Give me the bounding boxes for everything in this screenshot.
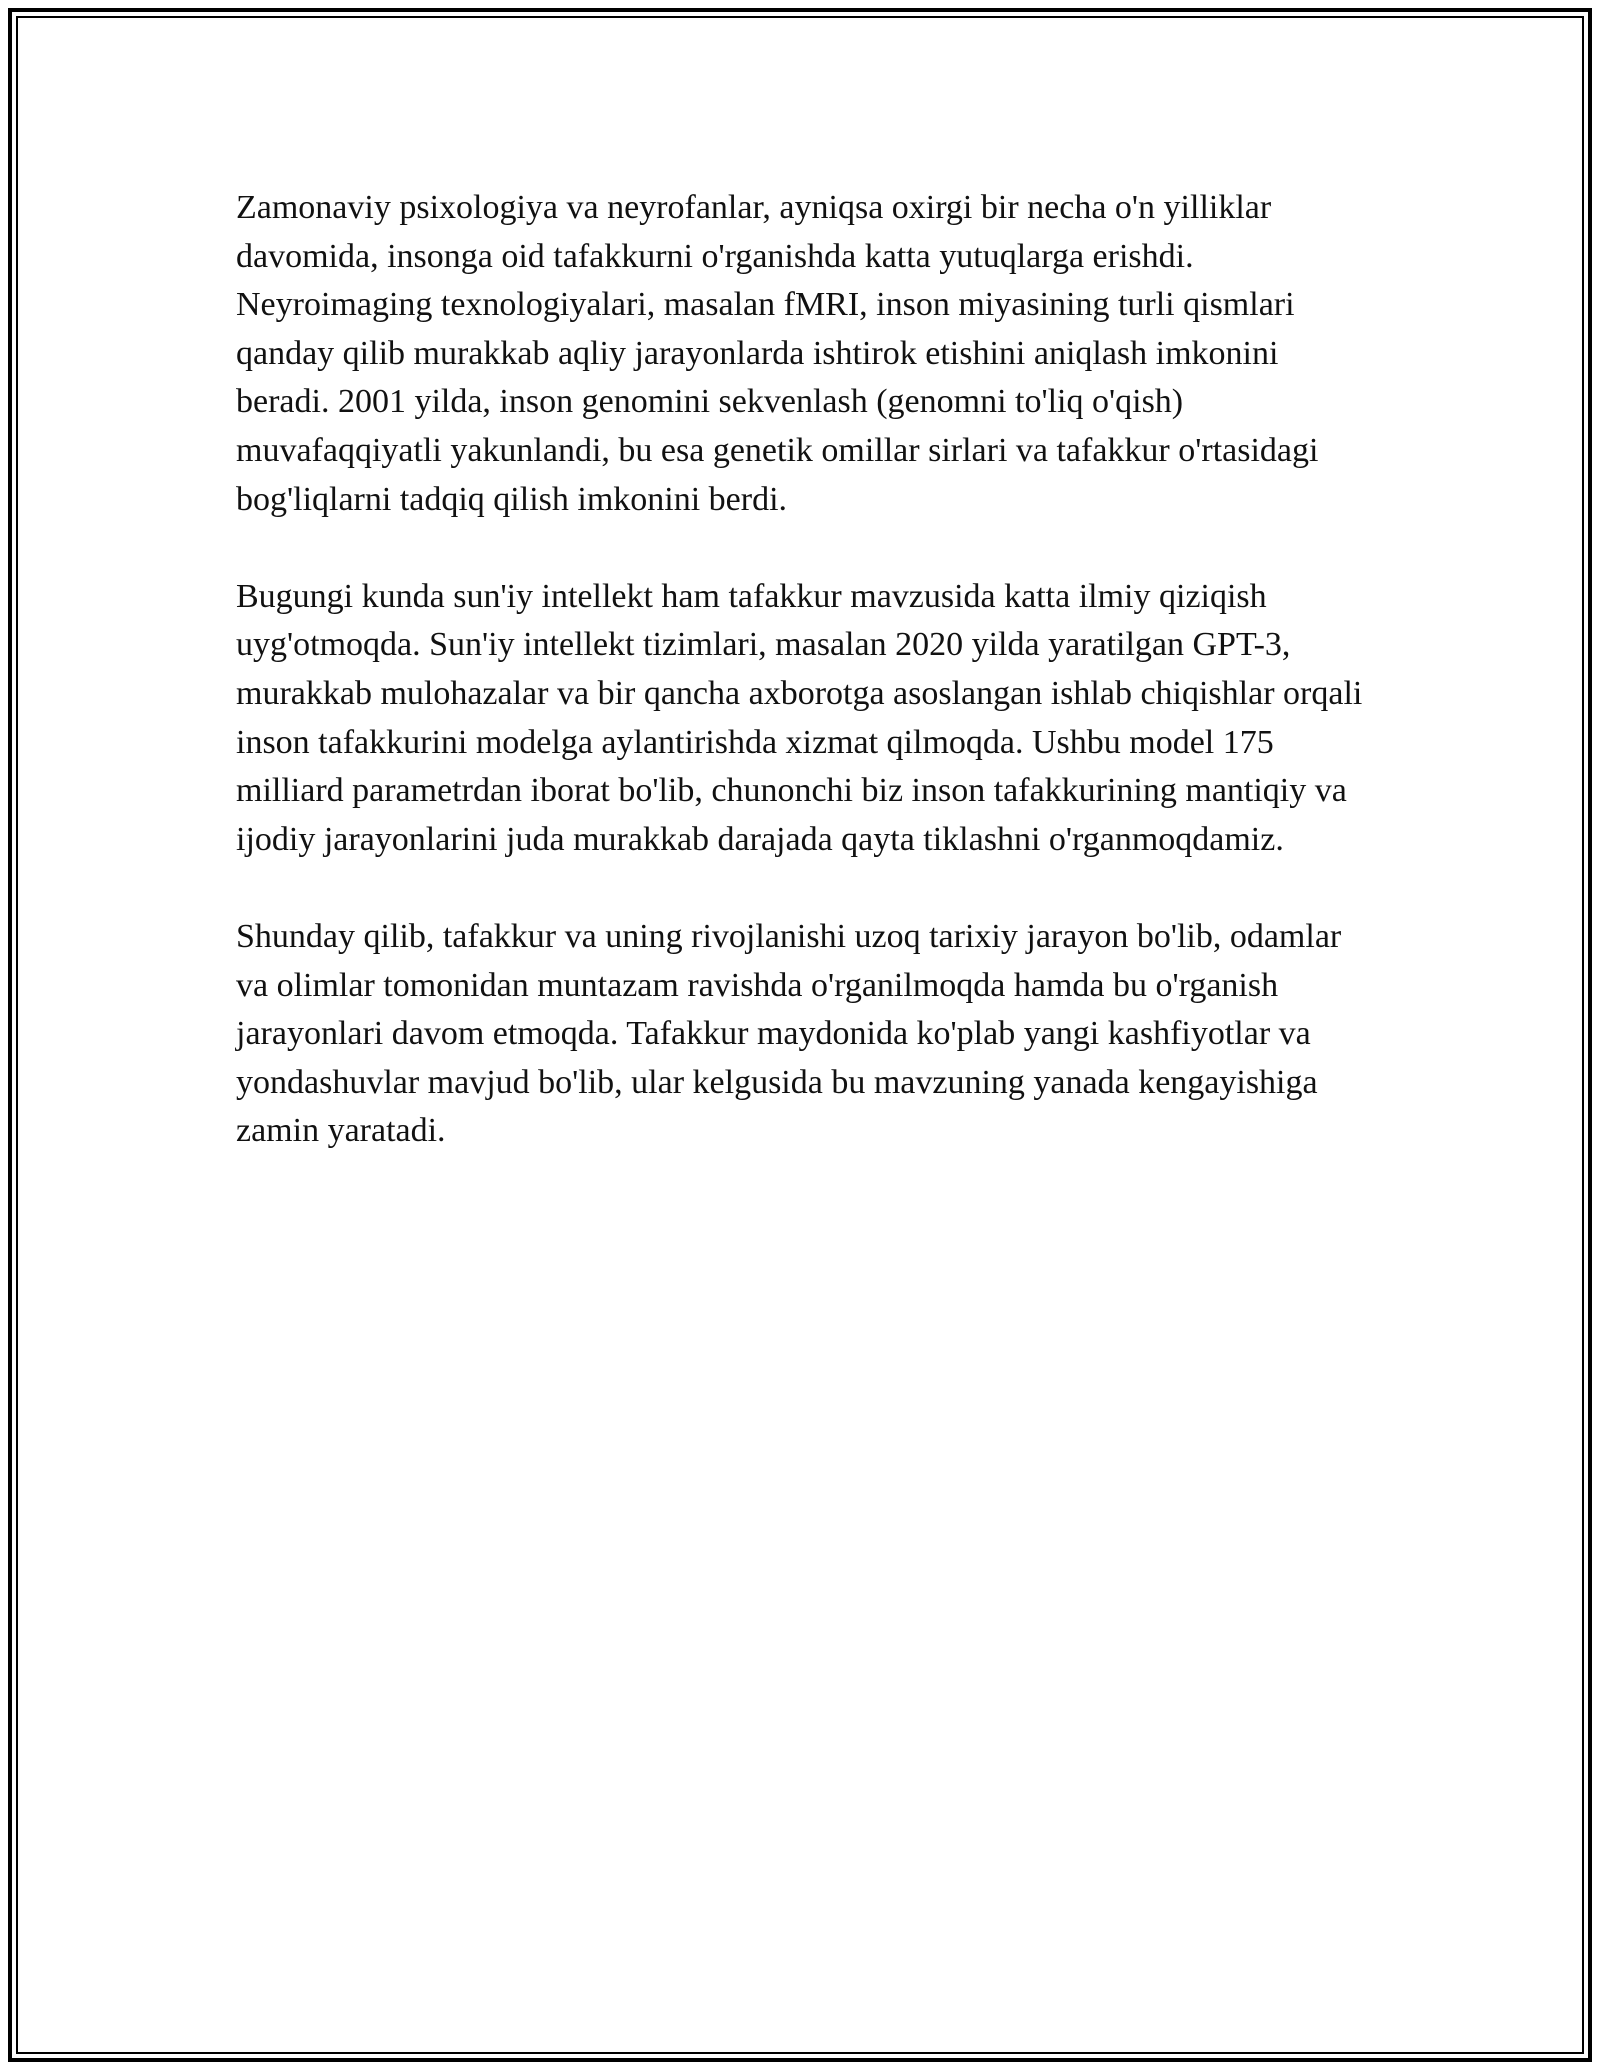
paragraph-2: Bugungi kunda sun'iy intellekt ham tafakkur mavzusida katta ilmiy qiziqish uyg'otmoqda. Sun'iy intellekt tizimlari, masalan 2020 yilda yaratilgan GPT-3, murakkab mulohazalar va bir qancha axborotga asoslangan ishlab chiqishlar orqali inson tafakkurini modelga aylantirishda xizmat qilmoqda. Ushbu model 175 milliard parametrdan iborat bo'lib, chunonchi biz inson tafakkurining mantiqiy va ijodiy jarayonlarini juda murakkab darajada qayta tiklashni o'rganmoqdamiz. [236,577,1363,858]
paragraph-3: Shunday qilib, tafakkur va uning rivojlanishi uzoq tarixiy jarayon bo'lib, odamlar va olimlar tomonidan muntazam ravishda o'rganilmoqda hamda bu o'rganish jarayonlari davom etmoqda. Tafakkur maydonida ko'plab yangi kashfiyotlar va yondashuvlar mavjud bo'lib, ular kelgusida bu mavzuning yanada kengayishiga zamin yaratadi. [236,917,1342,1150]
document-body [236,184,1376,1204]
paragraph-1: Zamonaviy psixologiya va neyrofanlar, ayniqsa oxirgi bir necha o'n yilliklar davomida, insonga oid tafakkurni o'rganishda katta yutuqlarga erishdi. Neyroimaging texnologiyalari, masalan fMRI, inson miyasining turli qismlari qanday qilib murakkab aqliy jarayonlarda ishtirok etishini aniqlash imkonini beradi. 2001 yilda, inson genomini sekvenlash (genomni to'liq o'qish) muvafaqqiyatli yakunlandi, bu esa genetik omillar sirlari va tafakkur o'rtasidagi bog'liqlarni tadqiq qilish imkonini berdi. [236,189,1319,518]
